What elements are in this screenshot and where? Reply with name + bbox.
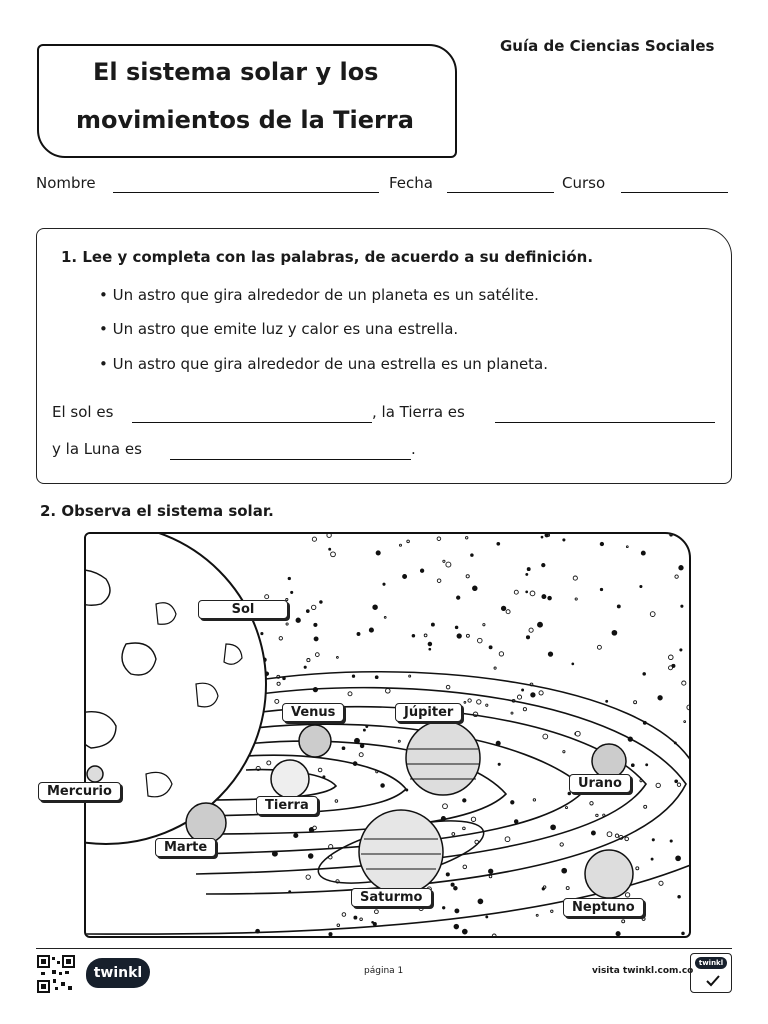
star xyxy=(457,596,460,599)
star xyxy=(606,700,608,702)
star xyxy=(659,881,663,885)
star xyxy=(563,751,565,753)
star xyxy=(617,605,620,608)
star xyxy=(478,638,483,643)
star xyxy=(455,626,458,629)
star xyxy=(376,551,380,555)
mars-planet xyxy=(186,803,226,843)
star xyxy=(597,645,601,649)
label-sol: Sol xyxy=(198,600,288,619)
star xyxy=(542,563,545,566)
star xyxy=(631,764,634,767)
star xyxy=(354,916,357,919)
label-marte: Marte xyxy=(155,838,216,857)
star xyxy=(261,633,263,635)
star xyxy=(575,598,577,600)
exercise-1-heading: 1. Lee y completa con las palabras, de acuerdo a su definición. xyxy=(61,248,594,266)
sentence-sun: El sol es xyxy=(52,403,114,421)
star xyxy=(529,628,533,632)
star xyxy=(616,932,620,936)
star xyxy=(543,734,548,739)
star xyxy=(477,700,481,704)
earth-planet xyxy=(271,760,309,798)
star xyxy=(451,883,454,886)
star xyxy=(675,575,678,578)
star xyxy=(669,666,673,670)
star xyxy=(306,610,309,613)
sentence-end: . xyxy=(411,440,416,458)
star xyxy=(478,899,483,904)
star xyxy=(517,695,521,699)
label-saturno: Saturmo xyxy=(351,888,432,907)
star xyxy=(489,646,492,649)
star xyxy=(369,628,373,632)
star xyxy=(682,932,685,935)
star xyxy=(483,624,485,626)
star xyxy=(622,920,625,923)
star xyxy=(446,873,449,876)
page-title-line-1: El sistema solar y los xyxy=(93,58,379,86)
star xyxy=(541,536,543,538)
star xyxy=(463,799,466,802)
star xyxy=(533,799,535,801)
star xyxy=(658,696,662,700)
star xyxy=(536,914,538,916)
label-venus: Venus xyxy=(282,703,344,722)
star xyxy=(386,689,391,694)
quality-badge xyxy=(690,953,732,993)
star xyxy=(359,753,363,757)
star xyxy=(464,702,466,704)
star xyxy=(291,591,293,593)
star xyxy=(352,675,354,677)
star xyxy=(428,642,432,646)
star xyxy=(612,630,617,635)
star xyxy=(526,573,528,575)
star xyxy=(514,820,518,824)
course-label: Curso xyxy=(562,174,606,192)
star xyxy=(446,685,450,689)
star xyxy=(429,648,431,650)
star xyxy=(318,768,322,772)
venus-planet xyxy=(299,725,331,757)
star xyxy=(348,692,352,696)
star xyxy=(437,579,441,583)
star xyxy=(360,918,363,921)
star xyxy=(277,682,280,685)
star xyxy=(644,805,647,808)
star xyxy=(424,634,427,637)
star xyxy=(494,667,496,669)
star xyxy=(568,792,571,795)
jupiter-planet xyxy=(406,721,480,795)
star xyxy=(313,826,317,830)
star xyxy=(314,623,317,626)
star xyxy=(373,922,376,925)
star xyxy=(363,729,365,731)
star xyxy=(357,633,360,636)
star xyxy=(320,601,323,604)
page-title-line-2: movimientos de la Tierra xyxy=(76,106,414,134)
star xyxy=(304,666,306,668)
uranus-planet xyxy=(592,744,626,778)
star xyxy=(312,605,316,609)
star xyxy=(315,653,319,657)
star xyxy=(590,802,593,805)
star xyxy=(523,708,526,711)
mercury-planet xyxy=(87,766,103,782)
sun-answer-blank[interactable] xyxy=(132,422,372,423)
star xyxy=(279,637,282,640)
star xyxy=(651,858,653,860)
definition-bullet: • Un astro que gira alrededor de una estrella es un planeta. xyxy=(99,355,549,373)
star xyxy=(641,551,645,555)
sentence-moon: y la Luna es xyxy=(52,440,142,458)
star xyxy=(656,783,660,787)
star xyxy=(615,834,618,837)
star xyxy=(600,542,603,545)
star xyxy=(506,610,510,614)
star xyxy=(526,636,529,639)
star xyxy=(626,546,628,548)
star xyxy=(562,868,567,873)
star xyxy=(431,623,434,626)
saturn-planet xyxy=(359,810,443,894)
star xyxy=(443,804,448,809)
star xyxy=(497,542,500,545)
star xyxy=(527,568,530,571)
star xyxy=(412,635,415,638)
star xyxy=(545,534,548,537)
star xyxy=(542,595,546,599)
star xyxy=(683,535,685,537)
footer-divider xyxy=(36,948,732,949)
star xyxy=(419,906,423,910)
star xyxy=(551,910,553,912)
star xyxy=(454,886,458,890)
star xyxy=(443,907,445,909)
label-urano: Urano xyxy=(569,774,631,793)
star xyxy=(669,655,674,660)
star xyxy=(563,539,565,541)
star xyxy=(625,837,629,841)
star xyxy=(471,817,475,821)
star xyxy=(677,783,680,786)
moon-answer-blank[interactable] xyxy=(170,459,411,460)
solar-system-illustration xyxy=(84,532,691,938)
star xyxy=(400,544,402,546)
star xyxy=(373,605,378,610)
sentence-earth: , la Tierra es xyxy=(372,403,465,421)
star xyxy=(572,663,574,665)
name-label: Nombre xyxy=(36,174,96,192)
star xyxy=(566,807,568,809)
star xyxy=(486,704,488,706)
star xyxy=(443,560,445,562)
star xyxy=(679,566,683,570)
star xyxy=(489,869,493,873)
star xyxy=(308,854,313,859)
star xyxy=(531,693,535,697)
star xyxy=(288,577,290,579)
star xyxy=(492,934,496,938)
star xyxy=(306,875,310,879)
star xyxy=(275,699,279,703)
page-number: página 1 xyxy=(364,966,404,976)
star xyxy=(375,910,379,914)
label-neptuno: Neptuno xyxy=(563,898,644,917)
star xyxy=(551,825,556,830)
star xyxy=(463,865,467,869)
star xyxy=(575,731,580,736)
star xyxy=(680,649,682,651)
qr-code-icon xyxy=(37,955,75,993)
badge-logo: twinkl xyxy=(695,957,727,969)
star xyxy=(511,712,513,714)
label-tierra: Tierra xyxy=(256,796,318,815)
star xyxy=(670,840,672,842)
star xyxy=(681,605,683,607)
star xyxy=(676,856,681,861)
definition-bullet: • Un astro que emite luz y calor es una estrella. xyxy=(99,320,459,338)
star xyxy=(642,917,645,920)
exercise-2-heading: 2. Observa el sistema solar. xyxy=(40,502,274,520)
star xyxy=(522,689,524,691)
star xyxy=(381,784,385,788)
star xyxy=(342,913,346,917)
star xyxy=(684,721,686,723)
date-label: Fecha xyxy=(389,174,433,192)
star xyxy=(360,744,364,748)
star xyxy=(452,833,455,836)
star xyxy=(560,843,563,846)
star xyxy=(675,780,678,783)
star xyxy=(548,652,552,656)
star xyxy=(437,537,441,541)
star xyxy=(335,800,338,803)
star xyxy=(473,586,478,591)
star xyxy=(409,675,411,677)
star xyxy=(526,591,528,593)
star xyxy=(591,831,595,835)
star xyxy=(294,833,298,837)
star xyxy=(286,623,288,625)
star xyxy=(466,575,469,578)
star xyxy=(296,618,300,622)
star xyxy=(625,893,629,897)
star xyxy=(407,540,410,543)
star xyxy=(457,634,461,638)
star xyxy=(530,591,535,596)
star xyxy=(636,867,639,870)
star xyxy=(566,887,569,890)
star xyxy=(383,583,385,585)
star xyxy=(384,617,386,619)
star xyxy=(466,634,469,637)
star xyxy=(596,814,598,816)
star xyxy=(471,554,474,557)
star xyxy=(650,612,655,617)
star xyxy=(539,691,543,695)
neptune-planet xyxy=(585,850,633,898)
date-field[interactable] xyxy=(447,192,554,193)
name-field[interactable] xyxy=(113,192,379,193)
star xyxy=(514,590,518,594)
star xyxy=(646,764,648,766)
solar-system-drawing xyxy=(86,534,691,938)
star xyxy=(331,552,336,557)
star xyxy=(463,827,466,830)
star xyxy=(455,909,459,913)
star xyxy=(462,929,467,934)
star xyxy=(542,888,544,890)
star xyxy=(375,676,378,679)
star xyxy=(327,534,331,537)
star xyxy=(265,595,269,599)
star xyxy=(420,569,423,572)
star xyxy=(501,606,505,610)
star xyxy=(337,657,339,659)
star xyxy=(670,534,673,536)
star xyxy=(640,585,642,587)
star xyxy=(454,924,459,929)
star xyxy=(337,924,340,927)
star xyxy=(486,916,488,918)
star xyxy=(329,548,331,550)
star xyxy=(498,763,500,765)
star xyxy=(538,622,543,627)
star xyxy=(468,699,471,702)
label-jupiter: Júpiter xyxy=(395,703,462,722)
star xyxy=(573,576,577,580)
twinkl-logo: twinkl xyxy=(86,958,150,988)
star xyxy=(652,839,654,841)
course-field[interactable] xyxy=(621,192,728,193)
star xyxy=(643,673,646,676)
star xyxy=(548,596,552,600)
star xyxy=(314,637,318,641)
label-mercurio: Mercurio xyxy=(38,782,121,801)
star xyxy=(505,837,510,842)
star xyxy=(267,761,271,765)
star xyxy=(307,659,310,662)
star xyxy=(446,562,451,567)
star xyxy=(511,801,514,804)
guide-subject: Guía de Ciencias Sociales xyxy=(500,37,715,55)
star xyxy=(312,537,316,541)
star xyxy=(466,537,468,539)
website-link[interactable]: visita twinkl.com.co xyxy=(592,966,694,976)
star xyxy=(607,832,612,837)
star xyxy=(682,681,686,685)
checkmark-icon xyxy=(705,974,721,988)
star xyxy=(398,740,400,742)
star xyxy=(342,747,345,750)
star xyxy=(678,895,681,898)
star xyxy=(329,933,332,936)
star xyxy=(687,705,691,710)
star xyxy=(403,575,407,579)
star xyxy=(499,652,503,656)
definition-bullet: • Un astro que gira alrededor de un planeta es un satélite. xyxy=(99,286,539,304)
star xyxy=(600,588,602,590)
earth-answer-blank[interactable] xyxy=(495,422,715,423)
star xyxy=(634,701,637,704)
